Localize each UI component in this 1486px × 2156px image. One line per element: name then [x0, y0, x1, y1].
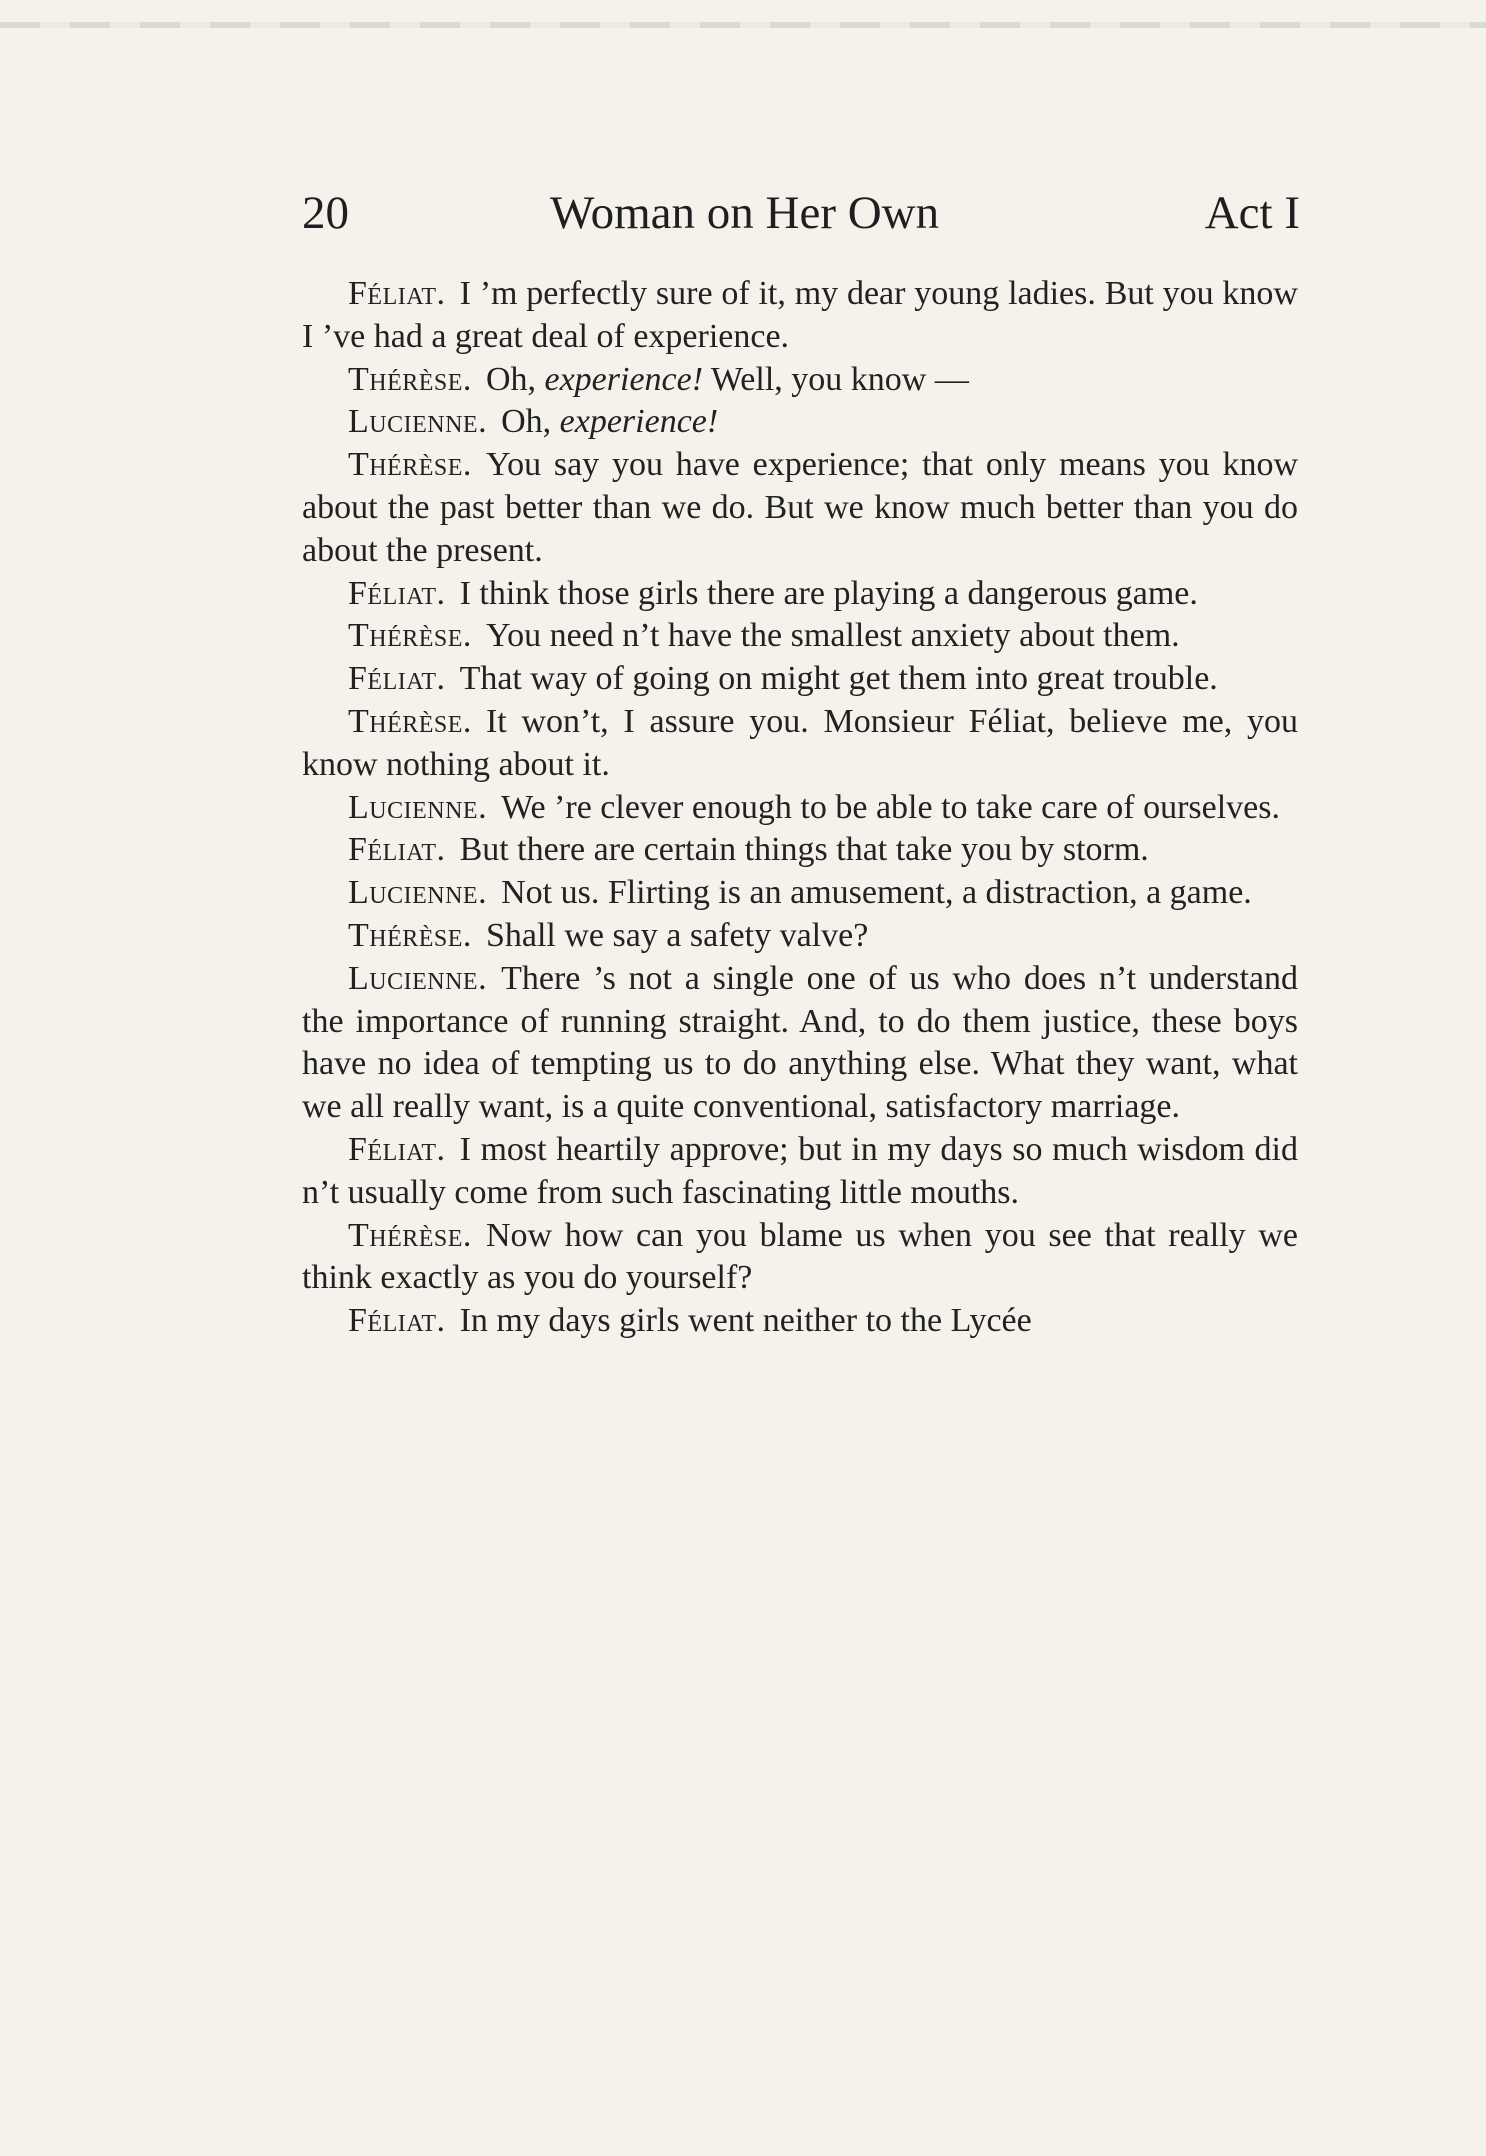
speech-text: Not us. Flirting is an amusement, a distraction, a game.	[501, 874, 1252, 912]
speech-text: You need n’t have the smallest anxiety about them.	[485, 617, 1180, 655]
speech-paragraph	[302, 958, 1298, 1129]
speech-text: It won’t, I assure you. Monsieur Féliat, believe me, you know nothing about it.	[302, 702, 1298, 783]
speech-text: There ’s not a single one of us who does n’t understand the importance of running straight. And, to do them justice, these boys have no idea of tempting us to do anything else. What they want, what we all really want, is a quite conventional, satisfactory marriage.	[302, 959, 1298, 1126]
speech-paragraph	[302, 444, 1298, 572]
speaker-name: Féliat.	[348, 275, 446, 312]
speech-text: But there are certain things that take you by storm.	[459, 831, 1149, 869]
speaker-name: Féliat.	[348, 831, 446, 869]
speaker-name: Féliat.	[348, 1130, 446, 1168]
speech-paragraph	[302, 401, 1298, 444]
speech-text: You say you have experience; that only means you know about the past better than we do. But we know much better than you do about the present.	[302, 446, 1298, 569]
speaker-name: Féliat.	[348, 574, 446, 612]
speech-paragraph	[302, 273, 1298, 359]
speaker-name: Lucienne.	[348, 403, 488, 441]
speech-paragraph	[302, 573, 1298, 616]
speech-text: I think those girls there are playing a dangerous game.	[459, 574, 1198, 612]
speech-emphasis: experience!	[544, 360, 704, 398]
speaker-name: Thérèse.	[348, 446, 472, 484]
speech-text: Oh,	[485, 360, 545, 398]
page-number: 20	[302, 187, 349, 239]
speaker-name: Thérèse.	[348, 916, 472, 954]
speaker-name: Lucienne.	[348, 959, 488, 997]
speech-text: That way of going on might get them into great trouble.	[459, 660, 1218, 698]
speech-paragraph	[302, 872, 1298, 915]
speaker-name: Féliat.	[348, 660, 446, 698]
speech-paragraph	[302, 915, 1298, 958]
speaker-name: Thérèse.	[348, 702, 472, 740]
speech-paragraph	[302, 829, 1298, 872]
speech-text: Oh,	[501, 403, 560, 441]
speaker-name: Féliat.	[348, 1302, 446, 1340]
speaker-name: Thérèse.	[348, 617, 472, 655]
book-title: Woman on Her Own	[550, 187, 940, 239]
speech-text: In my days girls went neither to the Lycée	[459, 1302, 1032, 1340]
play-text	[302, 273, 1298, 1343]
speech-text: Shall we say a safety valve?	[485, 916, 869, 954]
speech-emphasis: experience!	[559, 403, 719, 441]
speech-text: Well, you know —	[703, 360, 969, 398]
speech-paragraph	[302, 359, 1298, 402]
speech-paragraph	[302, 701, 1298, 787]
speech-paragraph	[302, 615, 1298, 658]
act-label: Act I	[1204, 187, 1300, 239]
speech-paragraph	[302, 1215, 1298, 1301]
running-header	[302, 186, 1300, 246]
speaker-name: Lucienne.	[348, 874, 488, 912]
speech-text: Now how can you blame us when you see that really we think exactly as you do yourself?	[302, 1216, 1298, 1297]
speech-paragraph	[302, 1129, 1298, 1215]
speaker-name: Thérèse.	[348, 1216, 472, 1254]
speaker-name: Thérèse.	[348, 360, 472, 398]
top-edge-rule	[0, 22, 1486, 28]
speech-paragraph	[302, 1300, 1298, 1343]
speaker-name: Lucienne.	[348, 788, 488, 826]
speech-text: We ’re clever enough to be able to take care of ourselves.	[501, 788, 1280, 826]
speech-text: I most heartily approve; but in my days so much wisdom did n’t usually come from such fascinating little mouths.	[302, 1130, 1298, 1211]
speech-paragraph	[302, 787, 1298, 830]
speech-text: I ’m perfectly sure of it, my dear young ladies. But you know I ’ve had a great deal of experience.	[302, 275, 1298, 355]
speech-paragraph	[302, 658, 1298, 701]
